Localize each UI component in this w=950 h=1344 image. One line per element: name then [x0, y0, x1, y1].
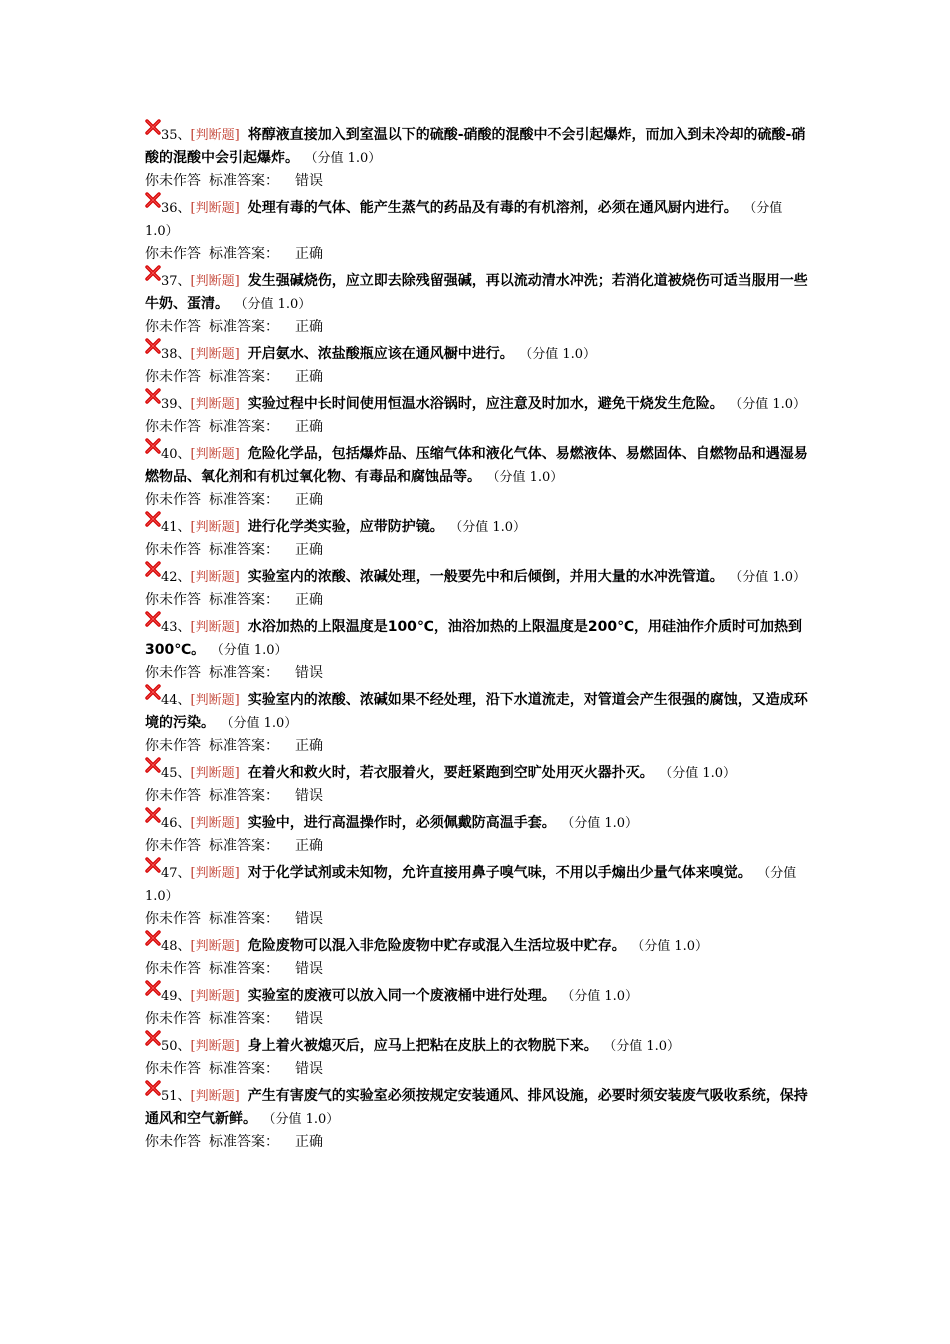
question-type: [判断题] — [190, 447, 240, 462]
answer-line — [145, 489, 813, 516]
wrong-cross-icon — [145, 985, 161, 1001]
your-answer-label: 你未作答 — [145, 665, 201, 681]
your-answer-label: 你未作答 — [145, 246, 201, 262]
question-text: 实验室内的浓酸、浓碱如果不经处理，沿下水道流走，对管道会产生很强的腐蚀，又造成环境的污染。 — [145, 692, 808, 731]
question-score: （分值 1.0） — [269, 1112, 340, 1127]
answer-line — [145, 589, 813, 616]
question-number: 42、 — [161, 570, 191, 585]
standard-answer-label: 标准答案： — [209, 1061, 279, 1077]
standard-answer-label: 标准答案： — [209, 1134, 279, 1150]
question-text: 危险废物可以混入非危险废物中贮存或混入生活垃圾中贮存。 — [247, 938, 626, 954]
question-text: 危险化学品，包括爆炸品、压缩气体和液化气体、易燃液体、易燃固体、自燃物品和遇湿易燃物品、氧化剂和有机过氧化物、有毒品和腐蚀品等。 — [145, 446, 808, 485]
question-item — [145, 862, 813, 935]
standard-answer-value: 错误 — [295, 961, 323, 977]
question-score: （分值 1.0） — [609, 1039, 681, 1054]
standard-answer-value: 正确 — [295, 246, 323, 262]
answer-line — [145, 316, 813, 343]
question-type: [判断题] — [190, 1089, 240, 1104]
answer-line — [145, 416, 813, 443]
question-item — [145, 443, 813, 516]
question-type: [判断题] — [190, 989, 240, 1004]
answer-line — [145, 366, 813, 393]
question-number: 38、 — [161, 347, 191, 362]
question-line — [145, 270, 813, 316]
your-answer-label: 你未作答 — [145, 592, 201, 608]
question-item — [145, 197, 813, 270]
standard-answer-value: 错误 — [295, 911, 323, 927]
question-type: [判断题] — [190, 693, 240, 708]
question-number: 51、 — [161, 1089, 191, 1104]
your-answer-label: 你未作答 — [145, 1011, 201, 1027]
wrong-cross-icon — [145, 566, 161, 582]
question-text: 对于化学试剂或未知物，允许直接用鼻子嗅气味，不用以手煽出少量气体来嗅觉。 — [247, 865, 752, 881]
answer-line — [145, 170, 813, 197]
question-number: 35、 — [161, 128, 191, 143]
your-answer-label: 你未作答 — [145, 1134, 201, 1150]
question-text: 实验过程中长时间使用恒温水浴锅时，应注意及时加水，避免干烧发生危险。 — [247, 396, 724, 412]
question-line — [145, 393, 813, 416]
question-score: （分值 1.0） — [735, 397, 807, 412]
standard-answer-value: 正确 — [295, 1134, 323, 1150]
question-number: 44、 — [161, 693, 191, 708]
wrong-cross-icon — [145, 616, 161, 632]
wrong-cross-icon — [145, 1035, 161, 1051]
wrong-cross-icon — [145, 812, 161, 828]
answer-line — [145, 662, 813, 689]
standard-answer-value: 正确 — [295, 369, 323, 385]
question-type: [判断题] — [190, 939, 240, 954]
standard-answer-label: 标准答案： — [209, 173, 279, 189]
question-text: 将醇液直接加入到室温以下的硫酸-硝酸的混酸中不会引起爆炸，而加入到未冷却的硫酸-硝酸的混酸中会引起爆炸。 — [145, 127, 806, 166]
question-line — [145, 197, 813, 243]
question-item — [145, 124, 813, 197]
standard-answer-value: 正确 — [295, 319, 323, 335]
wrong-cross-icon — [145, 762, 161, 778]
standard-answer-label: 标准答案： — [209, 319, 279, 335]
standard-answer-label: 标准答案： — [209, 369, 279, 385]
question-line — [145, 343, 813, 366]
question-score: （分值 1.0） — [637, 939, 709, 954]
standard-answer-value: 错误 — [295, 665, 323, 681]
question-score: （分值 1.0） — [567, 816, 639, 831]
standard-answer-value: 正确 — [295, 419, 323, 435]
question-item — [145, 343, 813, 393]
question-type: [判断题] — [190, 620, 240, 635]
question-type: [判断题] — [190, 766, 240, 781]
question-item — [145, 1085, 813, 1158]
question-number: 47、 — [161, 866, 191, 881]
question-type: [判断题] — [190, 520, 240, 535]
question-type: [判断题] — [190, 570, 240, 585]
question-text: 实验中，进行高温操作时，必须佩戴防高温手套。 — [247, 815, 556, 831]
question-number: 48、 — [161, 939, 191, 954]
question-score: （分值 1.0） — [735, 570, 807, 585]
question-item — [145, 1035, 813, 1085]
standard-answer-label: 标准答案： — [209, 246, 279, 262]
question-line — [145, 124, 813, 170]
question-item — [145, 935, 813, 985]
your-answer-label: 你未作答 — [145, 419, 201, 435]
standard-answer-label: 标准答案： — [209, 838, 279, 854]
wrong-cross-icon — [145, 393, 161, 409]
standard-answer-value: 正确 — [295, 592, 323, 608]
wrong-cross-icon — [145, 862, 161, 878]
your-answer-label: 你未作答 — [145, 961, 201, 977]
your-answer-label: 你未作答 — [145, 838, 201, 854]
standard-answer-value: 错误 — [295, 173, 323, 189]
your-answer-label: 你未作答 — [145, 173, 201, 189]
wrong-cross-icon — [145, 270, 161, 286]
your-answer-label: 你未作答 — [145, 1061, 201, 1077]
your-answer-label: 你未作答 — [145, 542, 201, 558]
question-number: 37、 — [161, 274, 191, 289]
question-score: （分值 1.0） — [525, 347, 597, 362]
question-number: 46、 — [161, 816, 191, 831]
wrong-cross-icon — [145, 124, 161, 140]
wrong-cross-icon — [145, 443, 161, 459]
your-answer-label: 你未作答 — [145, 369, 201, 385]
answer-line — [145, 735, 813, 762]
question-item — [145, 689, 813, 762]
question-type: [判断题] — [190, 201, 240, 216]
standard-answer-value: 错误 — [295, 1061, 323, 1077]
question-text: 产生有害废气的实验室必须按规定安装通风、排风设施，必要时须安装废气吸收系统，保持通风和空气新鲜。 — [145, 1088, 808, 1127]
answer-line — [145, 243, 813, 270]
question-score: （分值 1.0） — [311, 151, 382, 166]
standard-answer-value: 正确 — [295, 492, 323, 508]
question-line — [145, 516, 813, 539]
standard-answer-value: 正确 — [295, 738, 323, 754]
standard-answer-label: 标准答案： — [209, 542, 279, 558]
standard-answer-value: 正确 — [295, 542, 323, 558]
question-score: （分值 1.0） — [493, 470, 564, 485]
question-type: [判断题] — [190, 1039, 240, 1054]
question-number: 40、 — [161, 447, 191, 462]
your-answer-label: 你未作答 — [145, 788, 201, 804]
question-line — [145, 443, 813, 489]
standard-answer-label: 标准答案： — [209, 788, 279, 804]
your-answer-label: 你未作答 — [145, 911, 201, 927]
question-type: [判断题] — [190, 816, 240, 831]
question-line — [145, 1035, 813, 1058]
question-score: （分值 1.0） — [217, 643, 288, 658]
question-text: 实验室的废液可以放入同一个废液桶中进行处理。 — [247, 988, 556, 1004]
question-line — [145, 762, 813, 785]
wrong-cross-icon — [145, 1085, 161, 1101]
answer-line — [145, 785, 813, 812]
question-line — [145, 616, 813, 662]
standard-answer-label: 标准答案： — [209, 592, 279, 608]
question-number: 45、 — [161, 766, 191, 781]
wrong-cross-icon — [145, 516, 161, 532]
question-type: [判断题] — [190, 274, 240, 289]
standard-answer-label: 标准答案： — [209, 911, 279, 927]
question-line — [145, 985, 813, 1008]
wrong-cross-icon — [145, 197, 161, 213]
your-answer-label: 你未作答 — [145, 319, 201, 335]
answer-line — [145, 1008, 813, 1035]
question-score: （分值 1.0） — [145, 866, 797, 904]
question-number: 39、 — [161, 397, 191, 412]
question-line — [145, 935, 813, 958]
answer-line — [145, 835, 813, 862]
wrong-cross-icon — [145, 935, 161, 951]
answer-line — [145, 1058, 813, 1085]
question-text: 开启氨水、浓盐酸瓶应该在通风橱中进行。 — [247, 346, 514, 362]
question-text: 在着火和救火时，若衣服着火，要赶紧跑到空旷处用灭火器扑灭。 — [247, 765, 654, 781]
question-item — [145, 516, 813, 566]
question-type: [判断题] — [190, 397, 240, 412]
question-item — [145, 616, 813, 689]
question-score: （分值 1.0） — [241, 297, 312, 312]
standard-answer-label: 标准答案： — [209, 738, 279, 754]
question-line — [145, 689, 813, 735]
answer-line — [145, 908, 813, 935]
question-text: 实验室内的浓酸、浓碱处理，一般要先中和后倾倒，并用大量的水冲洗管道。 — [247, 569, 724, 585]
your-answer-label: 你未作答 — [145, 492, 201, 508]
question-item — [145, 270, 813, 343]
question-score: （分值 1.0） — [567, 989, 639, 1004]
question-item — [145, 762, 813, 812]
question-score: （分值 1.0） — [455, 520, 527, 535]
question-text: 处理有毒的气体、能产生蒸气的药品及有毒的有机溶剂，必须在通风厨内进行。 — [247, 200, 738, 216]
question-text: 水浴加热的上限温度是100℃，油浴加热的上限温度是200℃，用硅油作介质时可加热到300℃。 — [145, 619, 803, 658]
answer-line — [145, 958, 813, 985]
wrong-cross-icon — [145, 689, 161, 705]
question-type: [判断题] — [190, 866, 240, 881]
question-text: 进行化学类实验，应带防护镜。 — [247, 519, 444, 535]
question-line — [145, 1085, 813, 1131]
question-number: 50、 — [161, 1039, 191, 1054]
question-text: 身上着火被熄灭后，应马上把粘在皮肤上的衣物脱下来。 — [247, 1038, 598, 1054]
question-item — [145, 393, 813, 443]
question-type: [判断题] — [190, 347, 240, 362]
question-score: （分值 1.0） — [145, 201, 783, 239]
standard-answer-value: 正确 — [295, 838, 323, 854]
question-line — [145, 566, 813, 589]
question-number: 43、 — [161, 620, 191, 635]
standard-answer-value: 错误 — [295, 788, 323, 804]
question-score: （分值 1.0） — [227, 716, 298, 731]
question-number: 41、 — [161, 520, 191, 535]
standard-answer-label: 标准答案： — [209, 961, 279, 977]
question-list — [145, 124, 813, 1158]
question-item — [145, 985, 813, 1035]
standard-answer-label: 标准答案： — [209, 419, 279, 435]
your-answer-label: 你未作答 — [145, 738, 201, 754]
question-item — [145, 566, 813, 616]
standard-answer-label: 标准答案： — [209, 492, 279, 508]
question-line — [145, 862, 813, 908]
standard-answer-value: 错误 — [295, 1011, 323, 1027]
question-score: （分值 1.0） — [665, 766, 737, 781]
standard-answer-label: 标准答案： — [209, 665, 279, 681]
question-text: 发生强碱烧伤，应立即去除残留强碱，再以流动清水冲洗；若消化道被烧伤可适当服用一些牛奶、蛋清。 — [145, 273, 808, 312]
answer-line — [145, 1131, 813, 1158]
answer-line — [145, 539, 813, 566]
question-item — [145, 812, 813, 862]
question-number: 49、 — [161, 989, 191, 1004]
wrong-cross-icon — [145, 343, 161, 359]
question-number: 36、 — [161, 201, 191, 216]
question-line — [145, 812, 813, 835]
question-type: [判断题] — [190, 128, 240, 143]
standard-answer-label: 标准答案： — [209, 1011, 279, 1027]
